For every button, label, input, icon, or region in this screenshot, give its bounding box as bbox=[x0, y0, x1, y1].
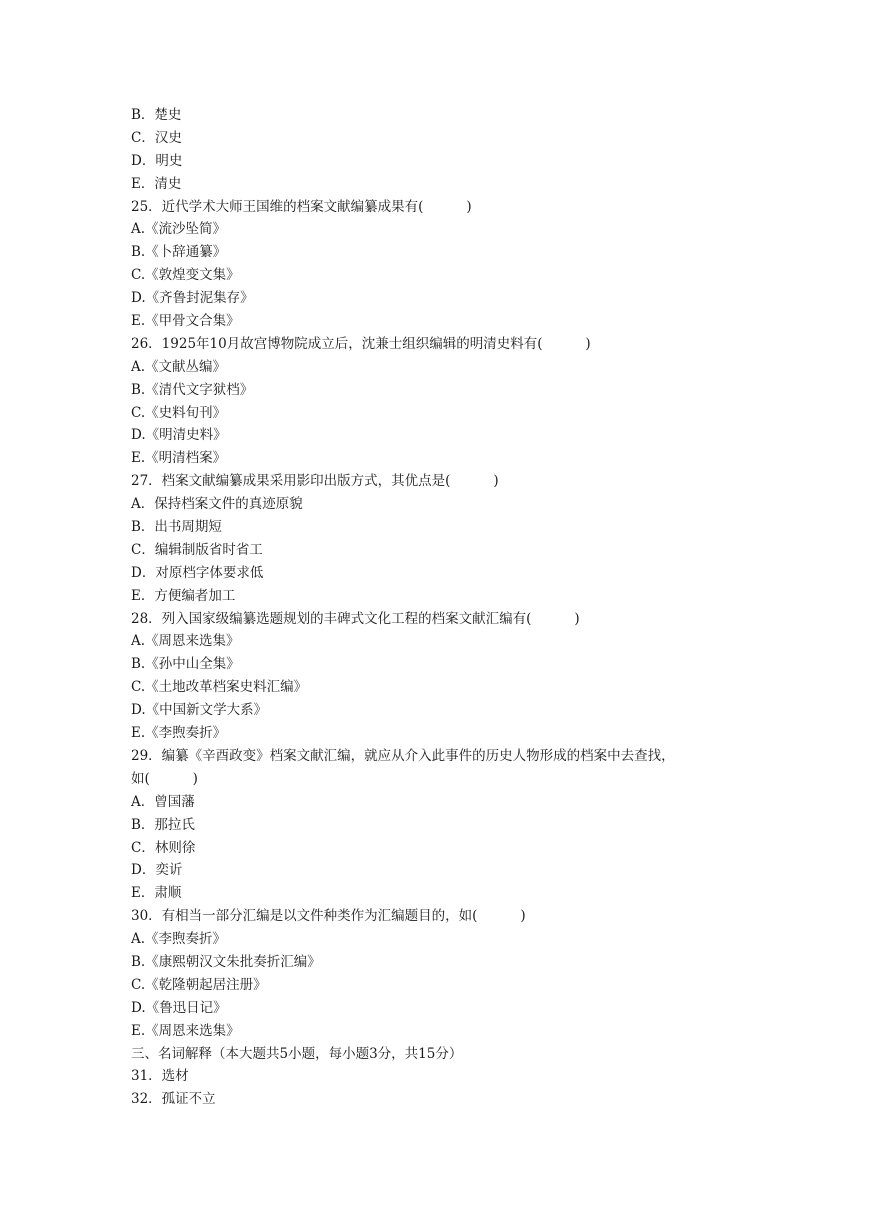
option-line: E．清史 bbox=[131, 175, 182, 192]
question-30: 30．有相当一部分汇编是以文件种类作为汇编题目的，如( ) bbox=[131, 908, 526, 925]
option-line: B.《康熙朝汉文朱批奏折汇编》 bbox=[131, 953, 321, 970]
option-line: E．肃顺 bbox=[131, 885, 182, 902]
option-line: B.《孙中山全集》 bbox=[131, 656, 240, 673]
question-31: 31．选材 bbox=[131, 1068, 189, 1085]
option-line: D.《鲁迅日记》 bbox=[131, 999, 227, 1016]
question-27: 27．档案文献编纂成果采用影印出版方式，其优点是( ) bbox=[131, 473, 499, 490]
option-line: A.《李煦奏折》 bbox=[131, 931, 227, 948]
option-line: A.《文献丛编》 bbox=[131, 358, 227, 375]
option-line: C.《敦煌变文集》 bbox=[131, 267, 240, 284]
option-line: A．保持档案文件的真迹原貌 bbox=[131, 496, 303, 513]
option-line: E.《甲骨文合集》 bbox=[131, 313, 240, 330]
question-26: 26．1925年10月故宫博物院成立后，沈兼士组织编辑的明清史料有( ) bbox=[131, 335, 591, 352]
option-line: B.《清代文字狱档》 bbox=[131, 381, 254, 398]
question-29: 29．编纂《辛酉政变》档案文献汇编，就应从介入此事件的历史人物形成的档案中去查找， bbox=[131, 747, 675, 764]
option-line: C.《史料旬刊》 bbox=[131, 404, 227, 421]
question-29-continued: 如( ) bbox=[131, 770, 198, 787]
option-line: A.《周恩来选集》 bbox=[131, 633, 240, 650]
option-line: E.《周恩来选集》 bbox=[131, 1022, 240, 1039]
question-32: 32．孤证不立 bbox=[131, 1091, 216, 1108]
option-line: C．汉史 bbox=[131, 129, 182, 146]
option-line: E．方便编者加工 bbox=[131, 587, 236, 604]
option-line: E.《李煦奏折》 bbox=[131, 725, 227, 742]
option-line: D.《明清史料》 bbox=[131, 427, 227, 444]
option-line: C．编辑制版省时省工 bbox=[131, 541, 263, 558]
option-line: E.《明清档案》 bbox=[131, 450, 227, 467]
document-body bbox=[131, 104, 751, 1111]
option-line: A．曾国藩 bbox=[131, 793, 195, 810]
option-line: A.《流沙坠简》 bbox=[131, 221, 227, 238]
option-line: B．那拉氏 bbox=[131, 816, 195, 833]
option-line: C．林则徐 bbox=[131, 839, 196, 856]
option-line: D．明史 bbox=[131, 152, 183, 169]
question-25: 25．近代学术大师王国维的档案文献编纂成果有( ) bbox=[131, 198, 472, 215]
question-28: 28．列入国家级编纂选题规划的丰碑式文化工程的档案文献汇编有( ) bbox=[131, 610, 580, 627]
option-line: B．楚史 bbox=[131, 107, 182, 123]
option-line: B．出书周期短 bbox=[131, 519, 222, 536]
option-line: C.《土地改革档案史料汇编》 bbox=[131, 679, 308, 696]
option-line: B.《卜辞通纂》 bbox=[131, 244, 227, 261]
option-line: D.《中国新文学大系》 bbox=[131, 702, 268, 719]
option-line: D.《齐鲁封泥集存》 bbox=[131, 290, 254, 307]
option-line: D．对原档字体要求低 bbox=[131, 564, 264, 581]
section-heading: 三、名词解释（本大题共5小题，每小题3分，共15分） bbox=[131, 1045, 463, 1062]
option-line: C.《乾隆朝起居注册》 bbox=[131, 976, 267, 993]
option-line: D．奕䜣 bbox=[131, 862, 183, 879]
